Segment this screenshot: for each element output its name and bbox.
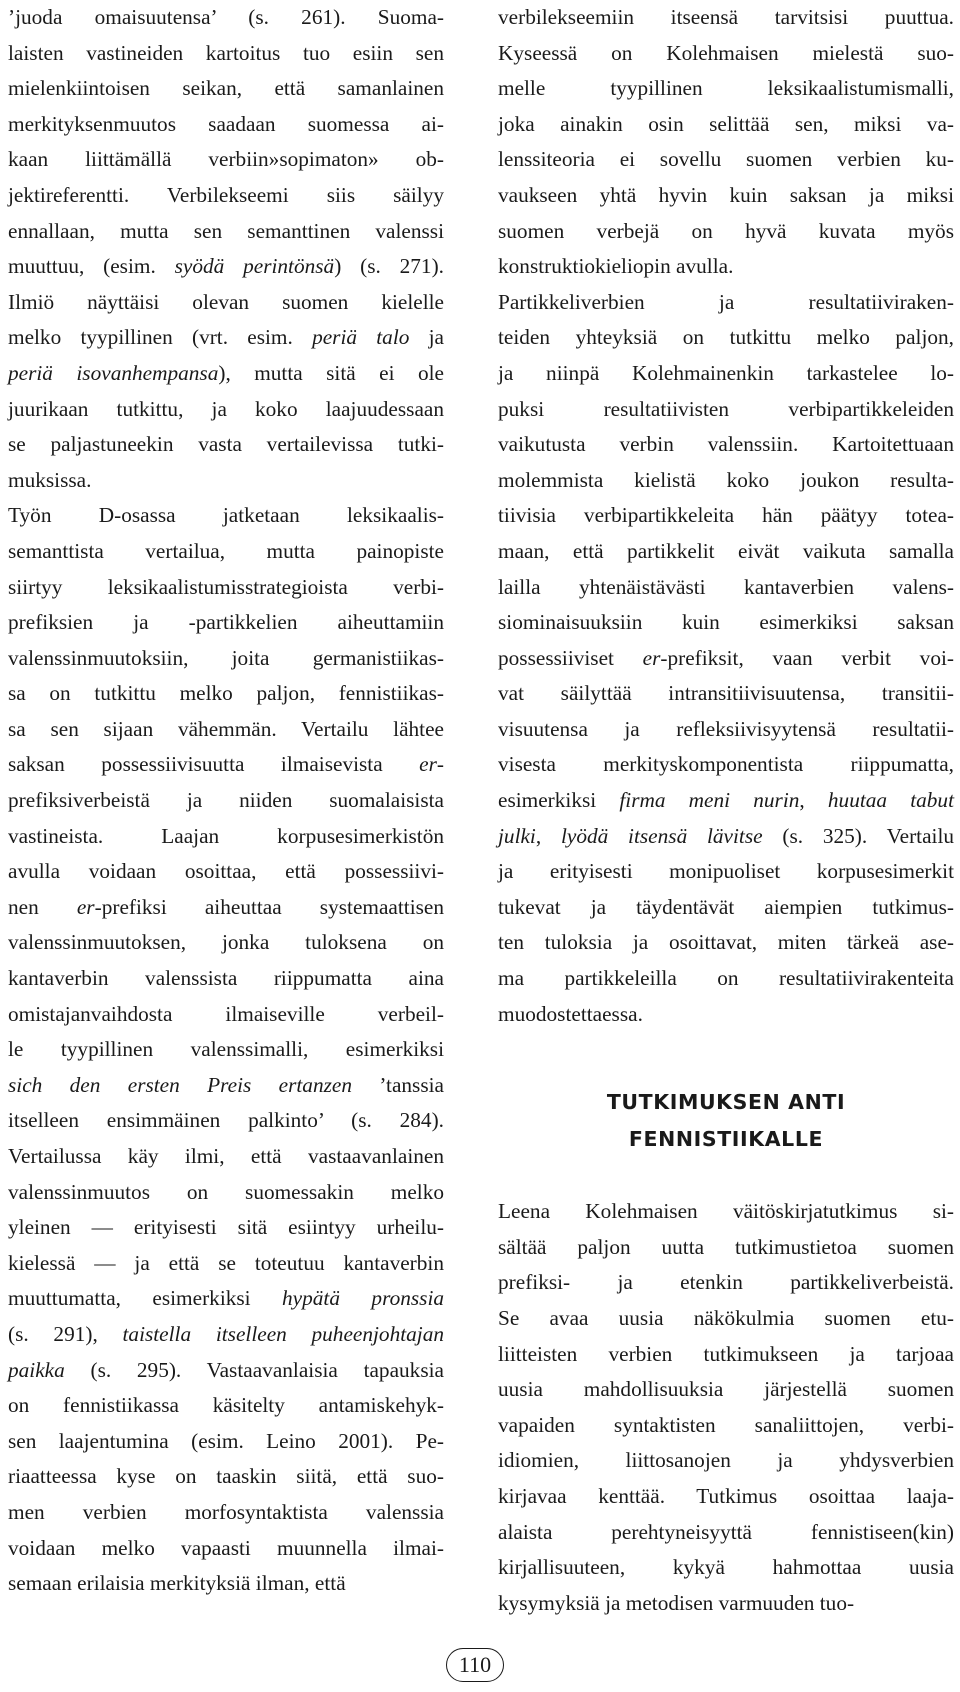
text-line: merkityksenmuutos saadaan suomessa ai- — [8, 111, 444, 136]
text-line: valenssinmuutos on suomessakin melko — [8, 1179, 444, 1204]
text-line: vapaiden syntaktisten sanaliittojen, verbi- — [498, 1412, 954, 1437]
text-line: lenssiteoria ei sovellu suomen verbien ku- — [498, 147, 954, 172]
text-line: vaikutusta verbin valenssiin. Kartoitettuaan — [498, 432, 954, 457]
text-line: tiivisia verbipartikkeleita hän päätyy totea- — [498, 503, 954, 528]
text-segment: possessiiviset — [498, 645, 643, 670]
text-line: valenssinmuutoksiin, joita germanistiikas- — [8, 645, 444, 670]
text-line: ja erityisesti monipuoliset korpusesimerkit — [498, 859, 954, 884]
text-line: ma partikkeleilla on resultatiivirakenteita — [498, 966, 954, 991]
text-line: men verbien morfosyntaktista valenssia — [8, 1499, 444, 1524]
text-line: kirjavaa kenttää. Tutkimus osoittaa laaja- — [498, 1483, 954, 1508]
text-line: le tyypillinen valenssimalli, esimerkiksi — [8, 1037, 444, 1062]
text-line: prefiksiverbeistä ja niiden suomalaisista — [8, 788, 444, 813]
italic-example: paikka — [8, 1357, 65, 1382]
text-segment: saksan possessiivisuutta ilmaisevista — [8, 752, 420, 777]
heading-line-1: TUTKIMUKSEN ANTI — [606, 1090, 846, 1115]
right-paragraphs-2 — [498, 1194, 954, 1621]
text-line — [8, 1317, 444, 1353]
text-line — [8, 1068, 444, 1104]
text-line: prefiksien ja -partikkelien aiheuttamiin — [8, 610, 444, 635]
text-line: ten tuloksia ja osoittavat, miten tärkeä ase- — [498, 930, 954, 955]
text-segment: ) (s. 271). — [334, 254, 444, 279]
text-line: Se avaa uusia näkökulmia suomen etu- — [498, 1306, 954, 1330]
text-line: molemmista kielistä koko joukon resulta- — [498, 467, 954, 492]
left-column — [8, 0, 444, 1602]
text-segment: - — [436, 752, 444, 777]
text-segment: ’tanssia — [351, 1072, 444, 1097]
text-line — [498, 783, 954, 819]
text-line: kysymyksiä ja metodisen varmuuden tuo- — [498, 1590, 855, 1615]
text-segment: -prefiksi aiheuttaa systemaattisen — [94, 894, 445, 919]
text-line: suomen verbejä on hyvä kuvata myös — [498, 218, 954, 243]
text-line: itselleen ensimmäinen palkinto’ (s. 284). — [8, 1108, 444, 1133]
text-line: liitteisten verbien tutkimukseen ja tarjoaa — [498, 1341, 954, 1366]
right-column — [498, 0, 954, 1621]
text-line: verbilekseemiin itseensä tarvitsisi puuttua. — [498, 5, 954, 29]
text-line: Työn D-osassa jatketaan leksikaalis- — [8, 503, 444, 528]
text-line: teiden yhteyksiä on tutkittu melko paljon, — [498, 325, 954, 350]
text-line: muksissa. — [8, 467, 92, 492]
italic-example: firma meni nurin — [619, 788, 800, 813]
italic-example: julki — [498, 823, 536, 848]
text-line: puksi resultatiivisten verbipartikkeleiden — [498, 396, 954, 421]
text-line: lailla yhtenäistävästi kantaverbien valens- — [498, 574, 954, 599]
text-line: kantaverbin valenssista riippumatta aina — [8, 966, 444, 991]
text-line: sa sen sijaan vähemmän. Vertailu lähtee — [8, 716, 444, 741]
text-segment: melko tyypillinen (vrt. esim. — [8, 325, 313, 350]
italic-example: periä talo — [312, 325, 410, 350]
text-segment: (s. 291), — [8, 1321, 123, 1346]
text-line: maan, että partikkelit eivät vaikuta samalla — [498, 538, 954, 563]
text-line: uusia mahdollisuuksia järjestellä suomen — [498, 1377, 954, 1402]
italic-example: lyödä itsensä lävitse — [560, 823, 763, 848]
text-line: ’juoda omaisuutensa’ (s. 261). Suoma- — [8, 5, 444, 29]
text-line: sen laajentumina (esim. Leino 2001). Pe- — [8, 1428, 444, 1453]
text-segment: ja — [409, 325, 444, 350]
text-line: riaatteessa kyse on taaskin siitä, että suo- — [8, 1464, 444, 1489]
text-line: semanttista vertailua, mutta painopiste — [8, 538, 444, 563]
text-line: valenssinmuutoksen, jonka tuloksena on — [8, 930, 444, 955]
italic-example: hypätä pronssia — [282, 1286, 445, 1311]
right-paragraphs-1 — [498, 0, 954, 1032]
italic-example: huutaa tabut — [827, 788, 954, 813]
text-line — [498, 819, 954, 855]
text-line: konstruktiokieliopin avulla. — [498, 254, 734, 279]
text-line: kielessä — ja että se toteutuu kantaverbin — [8, 1250, 444, 1275]
text-line: voidaan melko vapaasti muunnella ilmai- — [8, 1535, 444, 1560]
text-segment: , — [799, 788, 828, 813]
text-line: alaista perehtyneisyyttä fennistiseen(kin) — [498, 1519, 954, 1544]
text-line: on fennistiikassa käsitelty antamiskehyk- — [8, 1393, 444, 1418]
italic-example: taistella itselleen puheenjohtajan — [122, 1321, 444, 1346]
text-line: vat säilyttää intransitiivisuutensa, transitii- — [498, 681, 954, 706]
text-segment: muuttuu, (esim. — [8, 254, 175, 279]
text-line: ja niinpä Kolehmainenkin tarkastelee lo- — [498, 360, 954, 385]
text-line: idiomien, liittosanojen ja yhdysverbien — [498, 1448, 954, 1473]
text-line: siominaisuuksiin kuin esimerkiksi saksan — [498, 610, 954, 635]
text-line: sältää paljon uutta tutkimustietoa suomen — [498, 1234, 954, 1259]
text-line — [8, 747, 444, 783]
text-line: semaan erilaisia merkityksiä ilman, että — [8, 1571, 346, 1596]
italic-example: er — [76, 894, 95, 919]
text-line: visuutensa ja refleksiivisyytensä resultatii- — [498, 716, 954, 741]
text-line: vastineista. Laajan korpusesimerkistön — [8, 823, 444, 848]
text-line: yleinen — erityisesti sitä esiintyy urheilu- — [8, 1215, 444, 1240]
text-line — [8, 1353, 444, 1389]
italic-example: syödä perintönsä — [174, 254, 335, 279]
text-line: kirjallisuuteen, kykyä hahmottaa uusia — [498, 1555, 954, 1580]
text-segment: (s. 325). Vertailu — [762, 823, 955, 848]
text-line: prefiksi- ja etenkin partikkeliverbeistä. — [498, 1270, 954, 1295]
text-line: Partikkeliverbien ja resultatiiviraken- — [498, 289, 954, 314]
text-line: melle tyypillinen leksikaalistumismalli, — [498, 76, 954, 101]
text-line — [8, 249, 444, 285]
text-line: jektireferentti. Verbilekseemi siis säilyy — [8, 182, 444, 207]
text-line: Vertailussa käy ilmi, että vastaavanlainen — [8, 1144, 444, 1168]
text-line: vaukseen yhtä hyvin kuin saksan ja miksi — [498, 182, 954, 207]
text-line — [8, 320, 444, 356]
text-segment: muuttumatta, esimerkiksi — [8, 1286, 283, 1311]
text-line: sa on tutkittu melko paljon, fennistiikas- — [8, 681, 444, 706]
text-line — [8, 890, 444, 926]
text-line: visesta merkityskomponentista riippumatta, — [498, 752, 954, 777]
page-number: 110 — [446, 1648, 504, 1682]
text-line: kaan liittämällä verbiin»sopimaton» ob- — [8, 147, 444, 172]
text-line: avulla voidaan osoittaa, että possessiivi- — [8, 859, 444, 884]
text-line — [8, 356, 444, 392]
text-segment: nen — [8, 894, 77, 919]
text-line: Kyseessä on Kolehmaisen mielestä suo- — [498, 40, 954, 65]
italic-example: er — [642, 645, 661, 670]
text-line: se paljastuneekin vasta vertailevissa tutki- — [8, 432, 444, 457]
text-line: mielenkiintoisen seikan, että samanlainen — [8, 76, 444, 101]
text-segment: , — [535, 823, 561, 848]
text-segment: -prefiksit, vaan verbit voi- — [660, 645, 954, 670]
text-line: laisten vastineiden kartoitus tuo esiin sen — [8, 40, 444, 65]
text-line: Leena Kolehmaisen väitöskirjatutkimus si- — [498, 1199, 954, 1224]
text-line: siirtyy leksikaalistumisstrategioista verbi- — [8, 574, 444, 599]
italic-example: er — [419, 752, 437, 777]
text-line: omistajanvaihdosta ilmaiseville verbeil- — [8, 1001, 444, 1026]
section-heading — [498, 1084, 954, 1158]
text-line: ennallaan, mutta sen semanttinen valenssi — [8, 218, 444, 243]
italic-example: sich den ersten Preis ertanzen — [8, 1072, 352, 1097]
text-line: tukevat ja täydentävät aiempien tutkimus- — [498, 894, 954, 919]
text-segment: (s. 295). Vastaavanlaisia tapauksia — [64, 1357, 444, 1382]
text-line — [8, 1281, 444, 1317]
text-line: muodostettaessa. — [498, 1001, 643, 1026]
italic-example: periä isovanhempansa — [8, 360, 219, 385]
text-segment: esimerkiksi — [498, 788, 620, 813]
text-line: joka ainakin osin selittää sen, miksi va- — [498, 111, 954, 136]
text-line: juurikaan tutkittu, ja koko laajuudessaan — [8, 396, 444, 421]
text-segment: ), mutta sitä ei ole — [218, 360, 444, 385]
text-line — [498, 641, 954, 677]
text-line: Ilmiö näyttäisi olevan suomen kielelle — [8, 289, 444, 314]
heading-line-2: FENNISTIIKALLE — [628, 1127, 824, 1152]
